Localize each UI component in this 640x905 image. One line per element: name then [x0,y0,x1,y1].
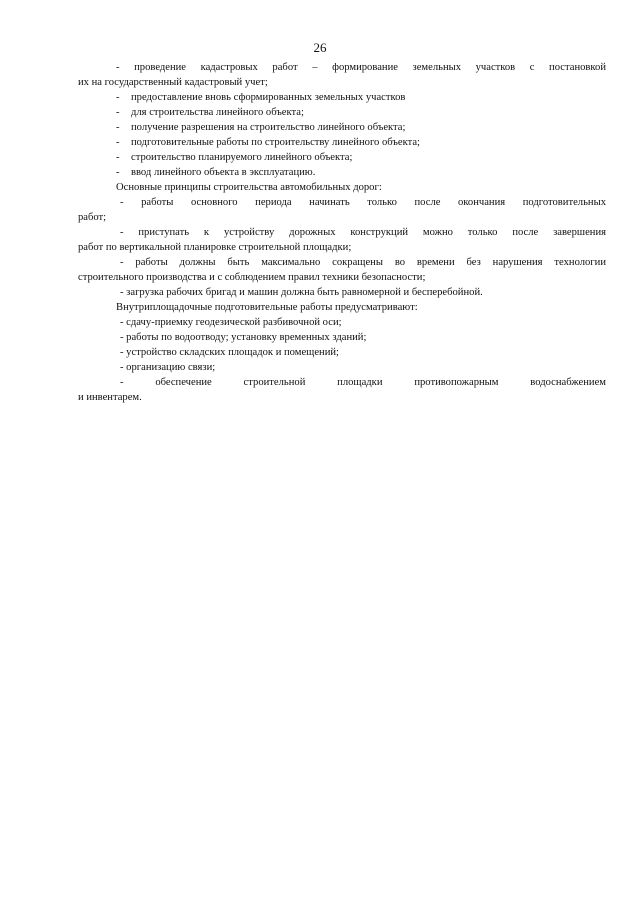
list-item-text: получение разрешения на строительство линейного объекта; [131,122,406,133]
work-item-geodetic: - сдачу-приемку геодезической разбивочной оси; [120,317,342,328]
list-item-text: для строительства линейного объекта; [131,107,304,118]
list-dash: - [116,152,120,163]
list-item-text: строительство планируемого линейного объекта; [131,152,353,163]
list-item-construction [78,150,606,165]
list-item-permit [78,120,606,135]
list-dash: - [116,92,120,103]
principle-4: - загрузка рабочих бригад и машин должна быть равномерной и бесперебойной. [120,287,483,298]
list-dash: - [116,167,120,178]
work-item-fire-water-line1: - обеспечение строительной площадки противопожарным водоснабжением [120,377,606,388]
list-item-land-provision [78,90,606,105]
paragraph-cadastral-line2: их на государственный кадастровый учет; [78,77,268,88]
works-heading: Внутриплощадочные подготовительные работы предусматривают: [116,302,418,313]
principle-3-line2: строительного производства и с соблюдением правил техники безопасности; [78,272,426,283]
list-item-text: подготовительные работы по строительству линейного объекта; [131,137,420,148]
work-item-communication: - организацию связи; [120,362,216,373]
list-dash: - [116,122,120,133]
list-dash: - [116,137,120,148]
page-number: 26 [313,40,327,55]
principle-3-line1: - работы должны быть максимально сокращены во времени без нарушения технологии [120,257,606,268]
list-item-text: предоставление вновь сформированных земельных участков [131,92,406,103]
list-item-commissioning [78,165,606,180]
principles-heading: Основные принципы строительства автомобильных дорог: [116,182,382,193]
work-item-storage: - устройство складских площадок и помещений; [120,347,339,358]
document-body [78,60,606,405]
principle-2-line2: работ по вертикальной планировке строительной площадки; [78,242,352,253]
list-dash: - [116,107,120,118]
principle-1-line2: работ; [78,212,107,223]
list-item-linear-object [78,105,606,120]
list-item-text: ввод линейного объекта в эксплуатацию. [131,167,316,178]
paragraph-cadastral-line1: - проведение кадастровых работ – формирование земельных участков с постановкой [116,62,606,73]
principle-2-line1: - приступать к устройству дорожных конструкций можно только после завершения [120,227,606,238]
principle-1-line1: - работы основного периода начинать только после окончания подготовительных [120,197,606,208]
work-item-fire-water-line2: и инвентарем. [78,392,142,403]
work-item-drainage: - работы по водоотводу; установку временных зданий; [120,332,367,343]
list-item-preparatory-works [78,135,606,150]
